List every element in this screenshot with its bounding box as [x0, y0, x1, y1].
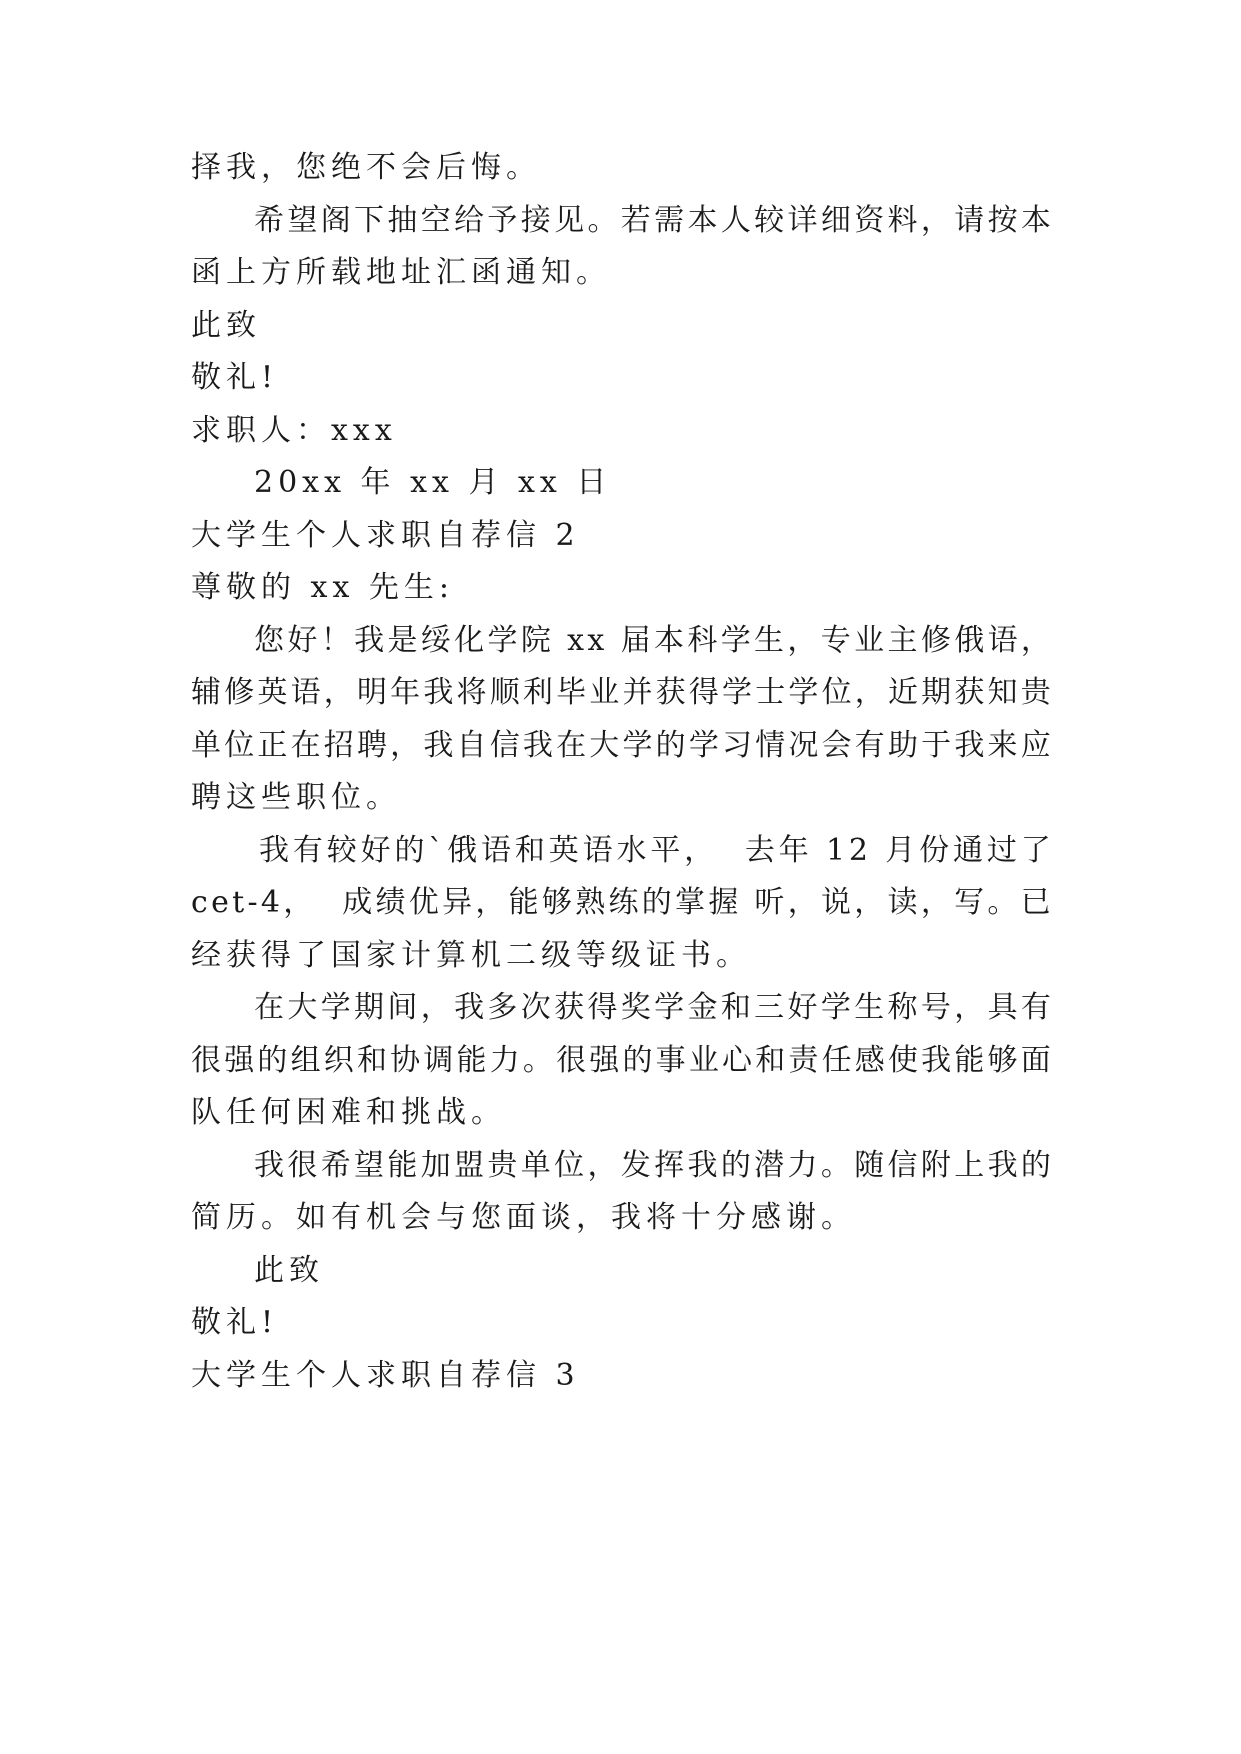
closing-salutation: 此致	[254, 1253, 324, 1288]
text-line: 择我，您绝不会后悔。	[191, 150, 541, 185]
text-line-justified: 在 大 学 期 间 ， 我 多 次 获 得 奖 学 金 和 三 好 学 生 称 号 ， 具 有	[254, 990, 1051, 1025]
closing-salutation: 此致	[191, 308, 261, 343]
letter-date: 20xx 年 xx 月 xx 日	[254, 465, 612, 500]
text-line: 队任何困难和挑战。	[191, 1095, 506, 1130]
text-line-justified: 我 有 较 好 的 ` 俄 语 和 英 语 水 平 ， 去 年 1 2 月 份 通 过 了	[259, 833, 1051, 868]
text-line: 聘这些职位。	[191, 780, 401, 815]
text-line-justified: 单 位 正 在 招 聘 ， 我 自 信 我 在 大 学 的 学 习 情 况 会 有 助 于 我 来 应	[191, 728, 1051, 763]
applicant-signature: 求职人：xxx	[191, 413, 397, 448]
text-line-justified: 辅 修 英 语 ， 明 年 我 将 顺 利 毕 业 并 获 得 学 士 学 位 ， 近 期 获 知 贵	[191, 675, 1051, 710]
section-heading: 大学生个人求职自荐信 2	[191, 518, 580, 553]
text-line: 简历。如有机会与您面谈，我将十分感谢。	[191, 1200, 856, 1235]
text-line-justified: 希 望 阁 下 抽 空 给 予 接 见 。 若 需 本 人 较 详 细 资 料 ， 请 按 本	[254, 203, 1051, 238]
text-line: 经获得了国家计算机二级等级证书。	[191, 938, 751, 973]
letter-greeting: 尊敬的 xx 先生:	[191, 570, 455, 605]
closing-regards: 敬礼!	[191, 360, 279, 395]
section-heading: 大学生个人求职自荐信 3	[191, 1358, 580, 1393]
closing-regards: 敬礼!	[191, 1305, 279, 1340]
text-line-justified: c e t - 4 ， 成 绩 优 异 ， 能 够 熟 练 的 掌 握 听 ， 说 ， 读 ， 写 。 已	[191, 885, 1051, 920]
text-line-justified: 很 强 的 组 织 和 协 调 能 力 。 很 强 的 事 业 心 和 责 任 感 使 我 能 够 面	[191, 1043, 1051, 1078]
text-line: 函上方所载地址汇函通知。	[191, 255, 611, 290]
text-line-justified: 您 好 ！ 我 是 绥 化 学 院 x x 届 本 科 学 生 ， 专 业 主 修 俄 语 ，	[254, 623, 1051, 658]
text-line-justified: 我 很 希 望 能 加 盟 贵 单 位 ， 发 挥 我 的 潜 力 。 随 信 附 上 我 的	[254, 1148, 1051, 1183]
